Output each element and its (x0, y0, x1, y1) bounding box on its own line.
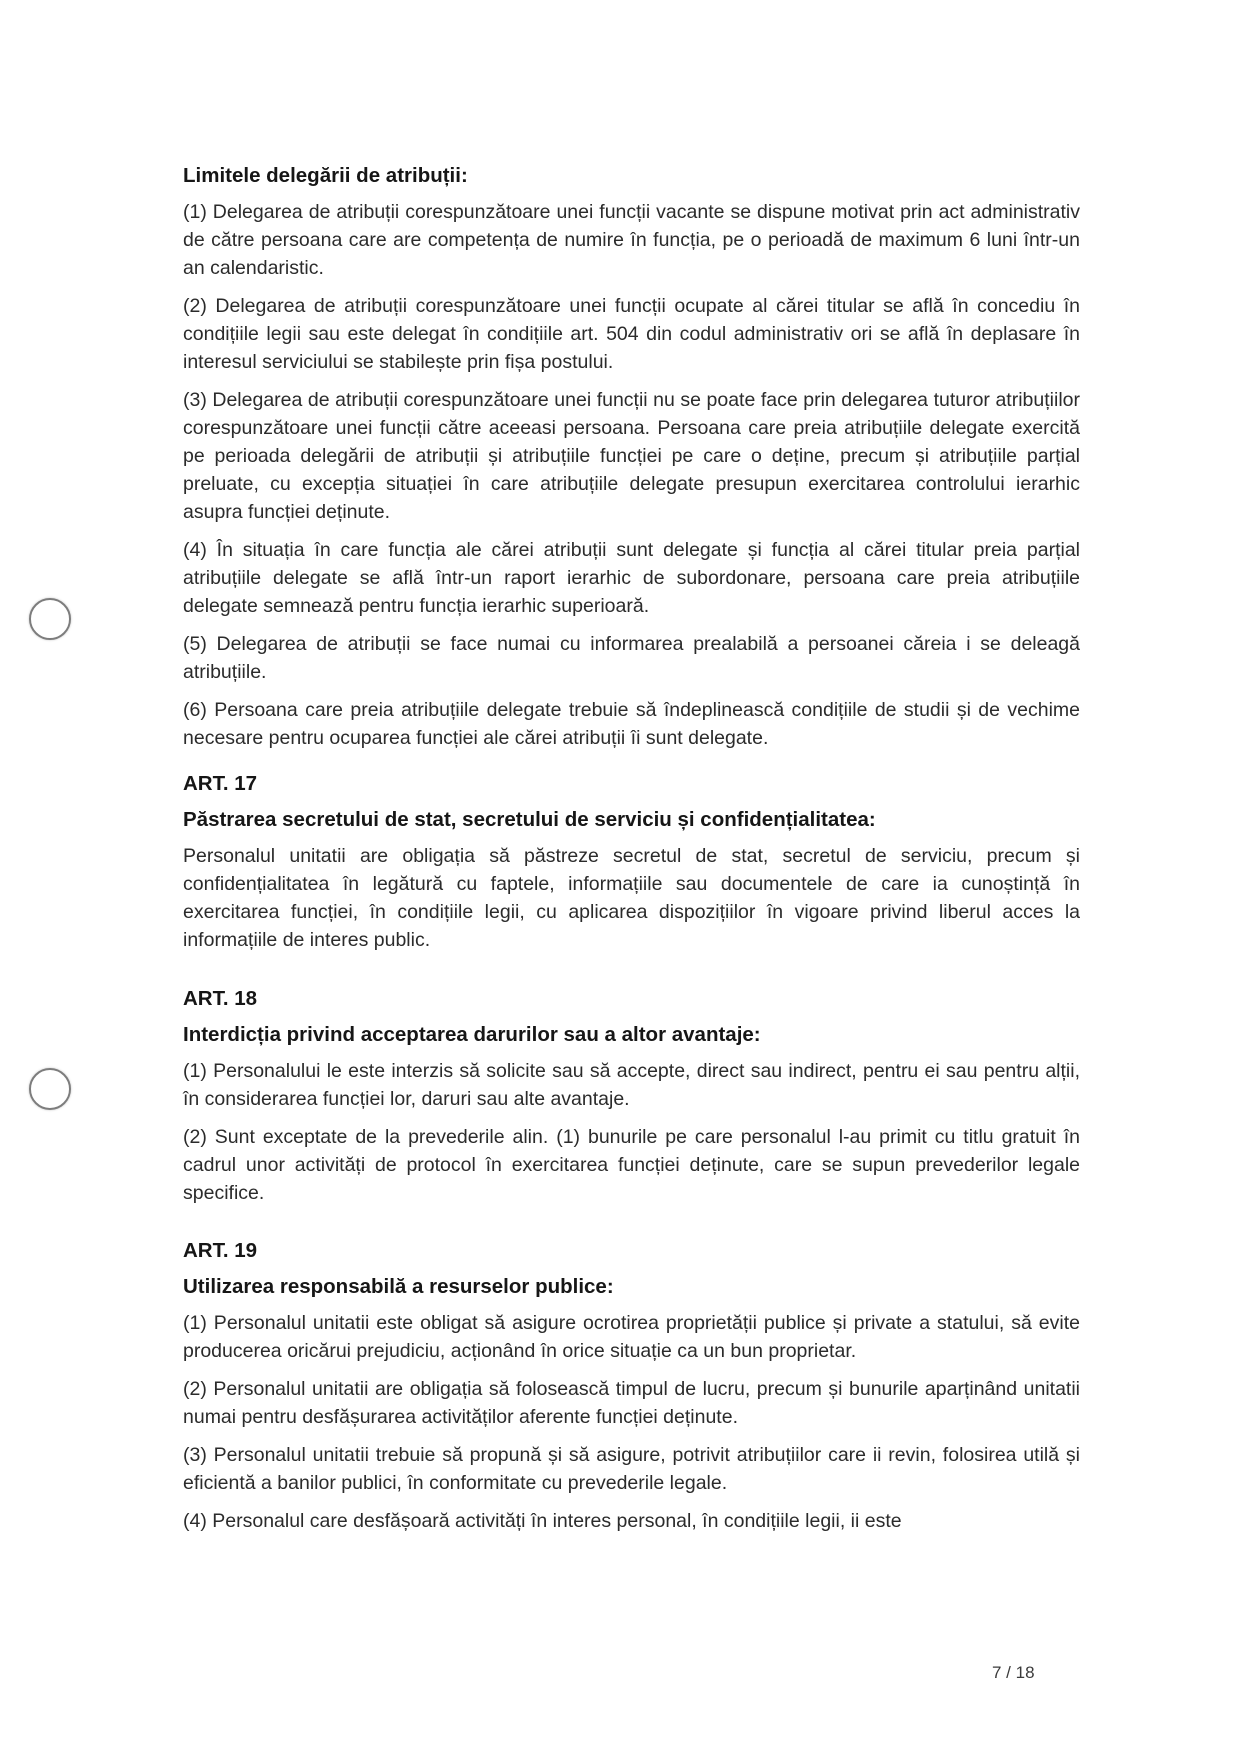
paragraph: (1) Personalul unitatii este obligat să asigure ocrotirea proprietății publice și private a statului, să evite producerea oricărui prejudiciu, acționând în orice situație ca un bun proprietar. (183, 1312, 1080, 1362)
paragraph: (6) Persoana care preia atribuțiile delegate trebuie să îndeplinească condițiile de studii și de vechime necesare pentru ocuparea funcției ale cărei atribuții îi sunt delegate. (183, 699, 1080, 749)
paragraph: (5) Delegarea de atribuții se face numai cu informarea prealabilă a persoanei căreia i se deleagă atribuțiile. (183, 633, 1080, 683)
section-title: Limitele delegării de atribuții: (183, 164, 468, 187)
section-art-18 (183, 985, 1080, 1217)
section-title: Interdicția privind acceptarea darurilor sau a altor avantaje: (183, 1023, 761, 1046)
article-number: ART. 18 (183, 987, 258, 1010)
article-number: ART. 19 (183, 1239, 258, 1262)
section-art-17 (183, 770, 1080, 964)
paragraph: (3) Personalul unitatii trebuie să propună și să asigure, potrivit atribuțiilor care ii revin, folosirea utilă și eficientă a banilor publici, în conformitate cu prevederile legale. (183, 1444, 1080, 1494)
section-title: Utilizarea responsabilă a resurselor publice: (183, 1275, 614, 1298)
article-number: ART. 17 (183, 772, 258, 795)
paragraph: (1) Delegarea de atribuții corespunzătoare unei funcții vacante se dispune motivat prin act administrativ de către persoana care are competența de numire în funcția, pe o perioadă de maximum 6 luni într-un an calendaristic. (183, 201, 1080, 279)
section-limitele-delegarii (183, 162, 1080, 762)
paragraph: (2) Delegarea de atribuții corespunzătoare unei funcții ocupate al cărei titular se află în concediu în condițiile legii sau este delegat în condițiile art. 504 din codul administrativ ori se află în deplasare în interesul serviciului se stabilește prin fișa postului. (183, 295, 1080, 373)
punch-hole-icon (29, 598, 71, 640)
paragraph: (3) Delegarea de atribuții corespunzătoare unei funcții nu se poate face prin delegarea tuturor atribuțiilor corespunzătoare unei funcții către aceeasi persoana. Persoana care preia atribuțiile delegate exercită pe perioada delegării de atribuții și atribuțiile funcției pe care o deține, precum și atribuțiile parțial preluate, cu excepția situației în care atribuțiile delegate presupun exercitarea controlului ierarhic asupra funcției deținute. (183, 389, 1080, 523)
section-art-19 (183, 1237, 1080, 1545)
page-number: 7 / 18 (992, 1663, 1035, 1682)
paragraph: (1) Personalului le este interzis să solicite sau să accepte, direct sau indirect, pentru ei sau pentru alții, în considerarea funcției lor, daruri sau alte avantaje. (183, 1060, 1080, 1110)
paragraph: Personalul unitatii are obligația să păstreze secretul de stat, secretul de serviciu, precum și confidențialitatea în legătură cu faptele, informațiile sau documentele de care ia cunoștință în exercitarea funcției, în condițiile legii, cu aplicarea dispozițiilor în vigoare privind liberul acces la informațiile de interes public. (183, 845, 1080, 951)
paragraph: (4) Personalul care desfășoară activități în interes personal, în condițiile legii, ii este (183, 1510, 902, 1532)
paragraph: (2) Sunt exceptate de la prevederile alin. (1) bunurile pe care personalul l-au primit cu titlu gratuit în cadrul unor activități de protocol în exercitarea funcției deținute, care se supun prevederilor legale specifice. (183, 1126, 1080, 1204)
paragraph: (4) În situația în care funcția ale cărei atribuții sunt delegate și funcția al cărei titular preia parțial atribuțiile delegate se află într-un raport ierarhic de subordonare, persoana care preia atribuțiile delegate semnează pentru funcția ierarhic superioară. (183, 539, 1080, 617)
punch-hole-icon (29, 1068, 71, 1110)
section-title: Păstrarea secretului de stat, secretului de serviciu și confidențialitatea: (183, 808, 876, 831)
paragraph: (2) Personalul unitatii are obligația să folosească timpul de lucru, precum și bunurile aparținând unitatii numai pentru desfășurarea activităților aferente funcției deținute. (183, 1378, 1080, 1428)
